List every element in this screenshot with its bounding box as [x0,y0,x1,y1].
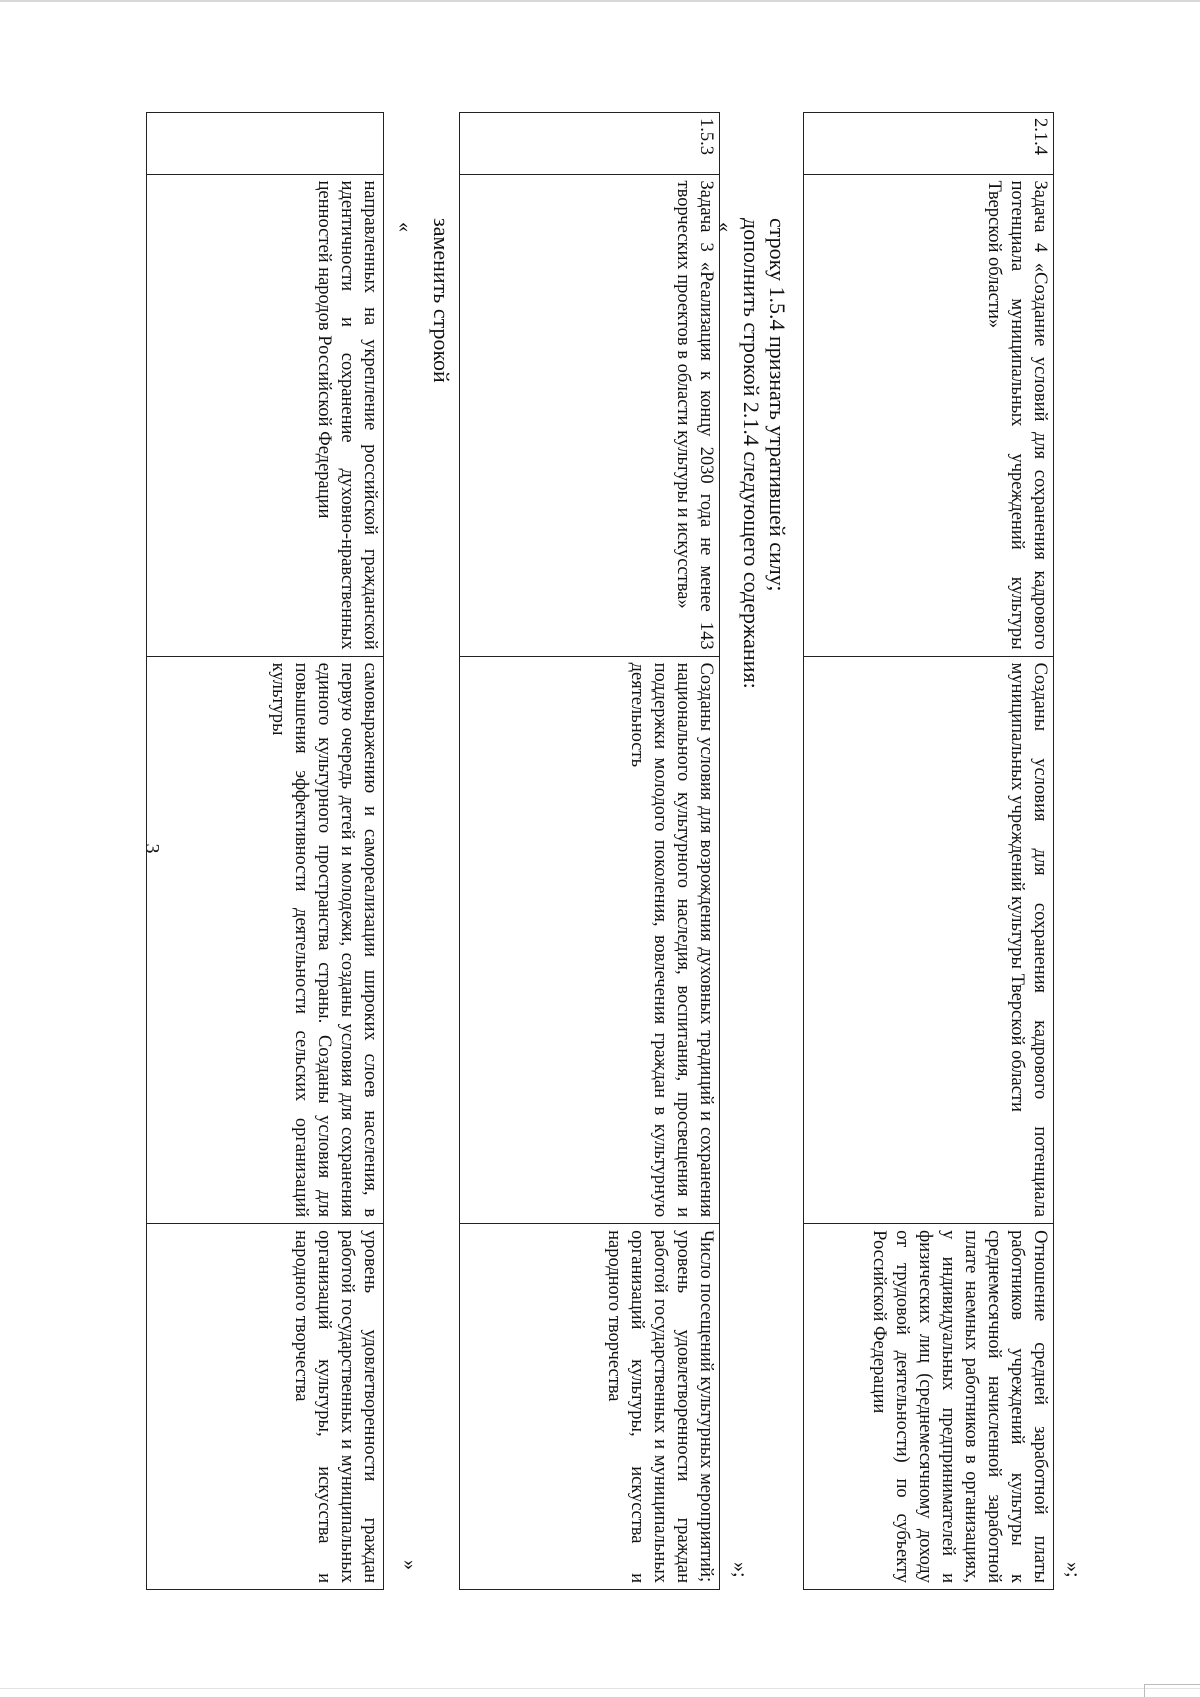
opening-quote: « [394,222,416,232]
table-continued-row [146,112,384,1590]
indicator-visits: Число посещений культурных мероприятий; [696,1230,716,1583]
cell-task: Задача 4 «Создание условий для сохранения кадрового потенциала муниципальных учреждений культуры Тверской области» [804,174,1054,656]
table-row [804,113,1054,1590]
instruction-invalidate: строку 1.5.4 признать утратившей силу; [765,218,790,592]
cell-indicators: Отношение средней заработной платы работников учреждений культуры к среднемесячной начисленной заработной плате наемных работников в организациях, у индивидуальных предпринимателей и физических лиц (среднемесячному доходу от трудовой деятельности) по субъекту Российской Федерации [804,1224,1054,1590]
cell-result: самовыражению и самореализации широких слоев населения, в первую очередь детей и молодежи, созданы условия для сохранения единого культурного пространства страны. Созданы условия для повышения эффективности деятельности сельских организаций культуры [147,656,384,1224]
cell-task: Задача 3 «Реализация к концу 2030 года не менее 143 творческих проектов в области культуры и искусства» [460,174,720,656]
table-row-1-5-3 [459,112,720,1590]
cell-task: направленных на укрепление российской гражданской идентичности и сохранение духовно-нравственных ценностей народов Российской Федерации [147,174,384,656]
table-row [460,113,720,1590]
closing-quote: »; [729,1562,751,1578]
closing-quote: »; [1062,1562,1084,1578]
indicator-satisfaction: уровень удовлетворенности граждан работой государственных и муниципальных организаций культуры, искусства и народного творчества [604,1230,693,1583]
cell-number [147,113,384,175]
page-number: 3 [141,843,163,854]
table-row [147,113,384,1590]
instruction-replace: заменить строкой [429,218,454,383]
instruction-add: дополнить строкой 2.1.4 следующего содержания: [739,218,764,689]
cell-indicators [460,1224,720,1590]
cell-result: Созданы условия для возрождения духовных традиций и сохранения национального культурного наследия, воспитания, просвещения и поддержки молодого поколения, вовлечения граждан в культурную деятельность [460,656,720,1224]
cell-indicators: уровень удовлетворенности граждан работой государственных и муниципальных организаций культуры, искусства и народного творчества [147,1224,384,1590]
cell-result: Созданы условия для сохранения кадрового потенциала муниципальных учреждений культуры Тверской области [804,656,1054,1224]
cell-number: 1.5.3 [460,113,720,175]
opening-quote: « [714,222,736,232]
cell-number: 2.1.4 [804,113,1054,175]
table-row-2-1-4 [803,112,1054,1590]
closing-quote: » [399,1560,421,1570]
